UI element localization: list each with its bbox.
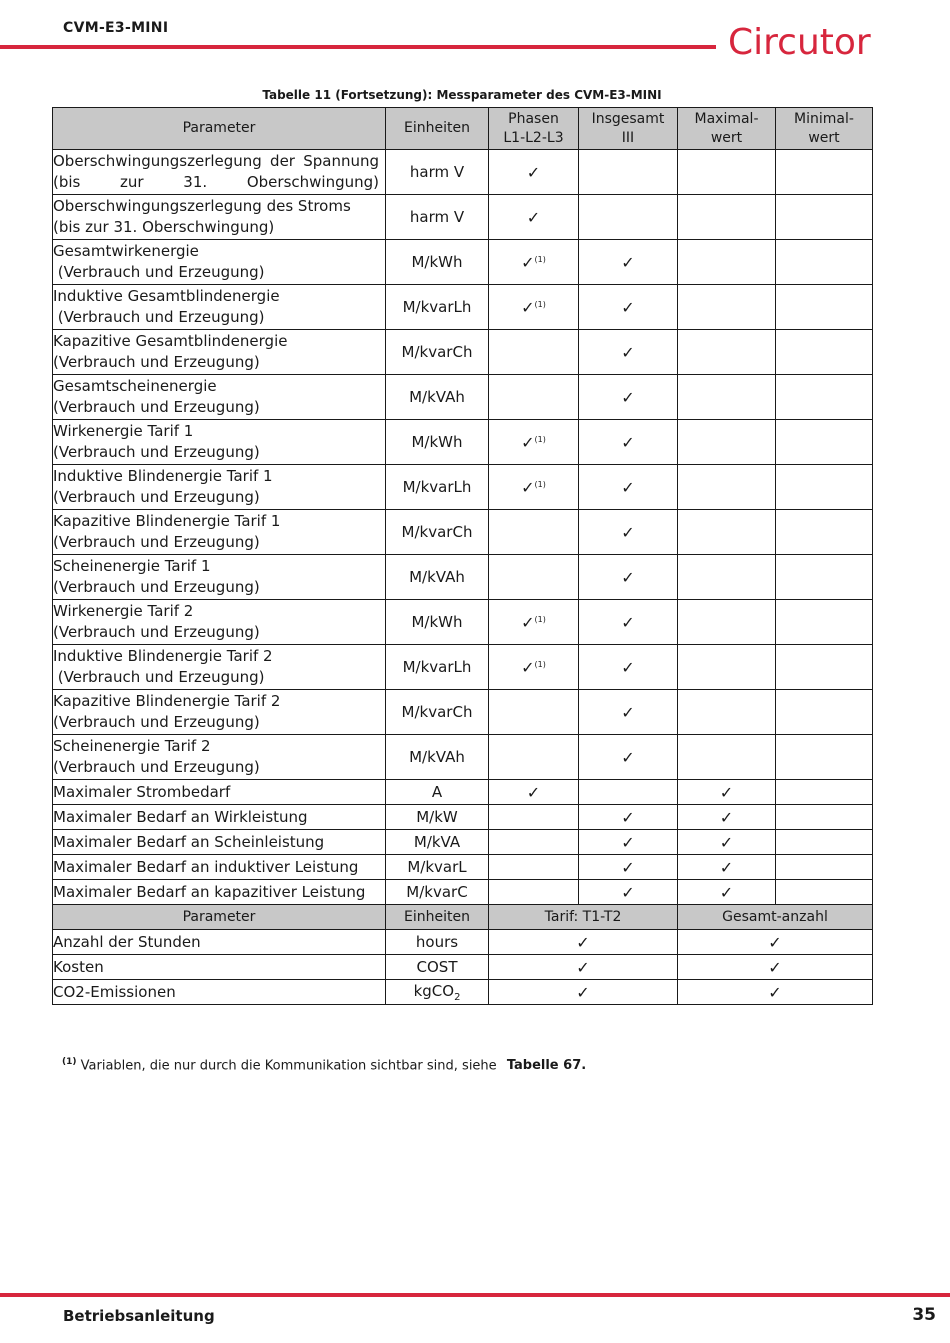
page-number: 35: [912, 1305, 936, 1325]
phases-cell: [489, 830, 579, 855]
max-cell: [678, 465, 776, 510]
check-mark-icon: ✓: [526, 207, 541, 227]
check-mark-icon: ✓: [621, 387, 635, 407]
total-cell: [579, 375, 678, 420]
max-cell: [678, 600, 776, 645]
parameter-name: Induktive Blindenergie Tarif 2: [53, 647, 273, 665]
parameter-cell: [53, 780, 386, 805]
col-phases: Phasen L1-L2-L3: [489, 108, 579, 150]
footnote-ref: (1): [534, 434, 546, 444]
phases-cell: [489, 465, 579, 510]
parameter-name: Scheinenergie Tarif 1: [53, 557, 211, 575]
check-mark-icon: ✓: [526, 162, 541, 182]
table-row: [53, 510, 873, 555]
unit-cell: M/kvarCh: [386, 690, 489, 735]
check-mark-icon: ✓: [621, 477, 635, 497]
parameter-cell: [53, 645, 386, 690]
total-cell: [579, 735, 678, 780]
table-row: [53, 555, 873, 600]
check-mark-icon: ✓: [621, 807, 635, 827]
unit-text: COST: [416, 958, 458, 976]
parameter-cell: [53, 195, 386, 240]
parameter-detail: (Verbrauch und Erzeugung): [53, 758, 260, 776]
total-cell: [579, 555, 678, 600]
check-mark-icon: ✓: [621, 857, 635, 877]
parameter-name: Gesamtscheinenergie: [53, 377, 217, 395]
phases-cell: [489, 780, 579, 805]
unit-cell: M/kvarCh: [386, 510, 489, 555]
check-mark-icon: ✓: [526, 782, 541, 802]
total-cell: [579, 150, 678, 195]
check-mark-icon: ✓: [768, 982, 782, 1002]
footnote-ref: (1): [534, 659, 546, 669]
phases-cell: [489, 510, 579, 555]
header-rule: [0, 45, 716, 49]
total-cell: [579, 855, 678, 880]
check-mark-icon: ✓: [521, 612, 535, 632]
table-row: [53, 955, 873, 980]
unit-cell: [386, 930, 489, 955]
total-cell: [579, 510, 678, 555]
unit-cell: M/kvarC: [386, 880, 489, 905]
count-cell: [678, 955, 873, 980]
footnote-reference: Tabelle 67.: [506, 1058, 587, 1074]
parameter-detail: (Verbrauch und Erzeugung): [53, 353, 260, 371]
check-mark-icon: ✓: [521, 252, 535, 272]
check-mark-icon: ✓: [521, 477, 535, 497]
total-cell: [579, 600, 678, 645]
table-row: [53, 465, 873, 510]
unit-subscript: 2: [454, 991, 461, 1003]
parameter-cell: [53, 240, 386, 285]
unit-cell: M/kVAh: [386, 735, 489, 780]
parameter-cell: [53, 855, 386, 880]
parameter-cell: [53, 880, 386, 905]
unit-cell: M/kVA: [386, 830, 489, 855]
max-cell: [678, 375, 776, 420]
unit-cell: M/kWh: [386, 600, 489, 645]
check-mark-icon: ✓: [621, 657, 635, 677]
phases-cell: [489, 285, 579, 330]
unit-cell: [386, 980, 489, 1005]
parameter-cell: [53, 690, 386, 735]
unit-cell: M/kvarLh: [386, 465, 489, 510]
check-mark-icon: ✓: [768, 932, 782, 952]
total-cell: [579, 690, 678, 735]
total-cell: [579, 420, 678, 465]
col2-count: Gesamt-anzahl: [678, 905, 873, 930]
check-mark-icon: ✓: [719, 782, 734, 802]
parameter-detail: (Verbrauch und Erzeugung): [53, 488, 260, 506]
total-cell: [579, 880, 678, 905]
check-mark-icon: ✓: [576, 982, 590, 1002]
table-row: [53, 285, 873, 330]
check-mark-icon: ✓: [621, 612, 635, 632]
parameter-name: Maximaler Bedarf an Wirkleistung: [53, 807, 308, 826]
table-row: [53, 150, 873, 195]
col-units: Einheiten: [386, 108, 489, 150]
phases-cell: [489, 690, 579, 735]
parameter-cell: Anzahl der Stunden: [53, 930, 386, 955]
min-cell: [776, 150, 873, 195]
footnote-ref: (1): [534, 299, 546, 309]
parameter-name: Maximaler Bedarf an induktiver Leistung: [53, 857, 359, 876]
phases-cell: [489, 880, 579, 905]
table-row: [53, 880, 873, 905]
footnote-ref: (1): [534, 614, 546, 624]
max-cell: [678, 830, 776, 855]
min-cell: [776, 600, 873, 645]
total-cell: [579, 805, 678, 830]
document-title: CVM-E3-MINI: [63, 20, 169, 36]
phases-cell: [489, 600, 579, 645]
table-row: [53, 375, 873, 420]
parameter-cell: [53, 555, 386, 600]
parameter-cell: [53, 420, 386, 465]
phases-cell: [489, 555, 579, 600]
unit-cell: harm V: [386, 195, 489, 240]
parameter-detail: (bis zur 31. Oberschwingung): [53, 173, 379, 191]
table-row: [53, 980, 873, 1005]
check-mark-icon: ✓: [719, 882, 734, 902]
table-row: [53, 330, 873, 375]
min-cell: [776, 855, 873, 880]
parameter-cell: [53, 465, 386, 510]
parameter-detail: (Verbrauch und Erzeugung): [53, 308, 265, 326]
check-mark-icon: ✓: [719, 807, 734, 827]
check-mark-icon: ✓: [621, 342, 635, 362]
table-row: [53, 645, 873, 690]
parameter-detail: (Verbrauch und Erzeugung): [53, 668, 265, 686]
parameter-name: Gesamtwirkenergie: [53, 242, 199, 260]
check-mark-icon: ✓: [621, 297, 635, 317]
max-cell: [678, 735, 776, 780]
max-cell: [678, 780, 776, 805]
max-cell: [678, 805, 776, 830]
table-row: [53, 195, 873, 240]
min-cell: [776, 690, 873, 735]
col-parameter: Parameter: [53, 108, 386, 150]
circutor-logo: [728, 20, 880, 62]
min-cell: [776, 510, 873, 555]
total-cell: [579, 645, 678, 690]
phases-cell: [489, 330, 579, 375]
table-header-row-2: [53, 905, 873, 930]
tariff-cell: [489, 980, 678, 1005]
check-mark-icon: ✓: [621, 567, 635, 587]
col2-tariff: Tarif: T1-T2: [489, 905, 678, 930]
min-cell: [776, 880, 873, 905]
parameter-cell: [53, 150, 386, 195]
unit-cell: M/kvarCh: [386, 330, 489, 375]
parameter-name: Induktive Gesamtblindenergie: [53, 287, 280, 305]
check-mark-icon: ✓: [621, 832, 635, 852]
svg-text:Circutor: Circutor: [728, 22, 871, 62]
unit-cell: A: [386, 780, 489, 805]
table-row: [53, 780, 873, 805]
parameter-name: Maximaler Strombedarf: [53, 782, 231, 801]
parameter-detail: (Verbrauch und Erzeugung): [53, 443, 260, 461]
max-cell: [678, 645, 776, 690]
total-cell: [579, 780, 678, 805]
max-cell: [678, 555, 776, 600]
unit-cell: M/kVAh: [386, 555, 489, 600]
total-cell: [579, 465, 678, 510]
footnote-ref: (1): [534, 254, 546, 264]
parameter-cell: Kosten: [53, 955, 386, 980]
check-mark-icon: ✓: [521, 297, 535, 317]
max-cell: [678, 690, 776, 735]
parameter-detail: (Verbrauch und Erzeugung): [53, 398, 260, 416]
phases-cell: [489, 645, 579, 690]
max-cell: [678, 880, 776, 905]
check-mark-icon: ✓: [621, 252, 635, 272]
parameter-name: Wirkenergie Tarif 2: [53, 602, 194, 620]
parameter-detail: (bis zur 31. Oberschwingung): [53, 218, 275, 236]
table-row: [53, 735, 873, 780]
max-cell: [678, 855, 776, 880]
total-cell: [579, 830, 678, 855]
min-cell: [776, 420, 873, 465]
footnote-text: Variablen, die nur durch die Kommunikation sichtbar sind, siehe: [80, 1058, 497, 1074]
check-mark-icon: ✓: [621, 882, 635, 902]
table-caption: Tabelle 11 (Fortsetzung): Messparameter des CVM-E3-MINI: [262, 88, 662, 102]
parameter-cell: CO2-Emissionen: [53, 980, 386, 1005]
unit-cell: M/kWh: [386, 240, 489, 285]
min-cell: [776, 330, 873, 375]
parameter-detail: (Verbrauch und Erzeugung): [53, 533, 260, 551]
parameter-name: Oberschwingungszerlegung der Spannung: [53, 152, 379, 170]
tariff-cell: [489, 955, 678, 980]
total-cell: [579, 195, 678, 240]
check-mark-icon: ✓: [621, 702, 635, 722]
total-cell: [579, 240, 678, 285]
table-row: [53, 855, 873, 880]
col2-parameter: Parameter: [53, 905, 386, 930]
total-cell: [579, 330, 678, 375]
min-cell: [776, 555, 873, 600]
phases-cell: [489, 240, 579, 285]
max-cell: [678, 240, 776, 285]
unit-cell: M/kvarLh: [386, 285, 489, 330]
min-cell: [776, 465, 873, 510]
col-total: Insgesamt III: [579, 108, 678, 150]
unit-cell: M/kVAh: [386, 375, 489, 420]
max-cell: [678, 195, 776, 240]
col2-units: Einheiten: [386, 905, 489, 930]
check-mark-icon: ✓: [719, 832, 734, 852]
check-mark-icon: ✓: [621, 522, 635, 542]
unit-text: hours: [415, 933, 459, 951]
parameter-name: Wirkenergie Tarif 1: [53, 422, 194, 440]
parameter-name: Induktive Blindenergie Tarif 1: [53, 467, 273, 485]
table-row: [53, 830, 873, 855]
footer-title: Betriebsanleitung: [63, 1307, 215, 1325]
footer-rule: [0, 1293, 950, 1297]
min-cell: [776, 830, 873, 855]
check-mark-icon: ✓: [521, 657, 535, 677]
check-mark-icon: ✓: [719, 857, 734, 877]
phases-cell: [489, 855, 579, 880]
check-mark-icon: ✓: [576, 957, 590, 977]
unit-text: kgCO: [413, 981, 455, 1000]
parameter-detail: (Verbrauch und Erzeugung): [53, 623, 260, 641]
check-mark-icon: ✓: [621, 747, 635, 767]
min-cell: [776, 735, 873, 780]
total-cell: [579, 285, 678, 330]
parameter-name: Oberschwingungszerlegung des Stroms: [53, 197, 351, 215]
parameter-cell: [53, 735, 386, 780]
max-cell: [678, 285, 776, 330]
check-mark-icon: ✓: [621, 432, 635, 452]
max-cell: [678, 150, 776, 195]
col-min: Minimal- wert: [776, 108, 873, 150]
footnote: $^{(1)}$ Variablen, die nur durch die Kommunikation sichtbar sind, siehe Tabelle 67.: [62, 1057, 587, 1074]
unit-cell: harm V: [386, 150, 489, 195]
min-cell: [776, 645, 873, 690]
unit-cell: M/kvarL: [386, 855, 489, 880]
parameter-name: Kapazitive Blindenergie Tarif 1: [53, 512, 281, 530]
parameter-name: Maximaler Bedarf an Scheinleistung: [53, 832, 325, 851]
max-cell: [678, 420, 776, 465]
measurement-parameters-table: [52, 107, 873, 1005]
unit-cell: M/kvarLh: [386, 645, 489, 690]
unit-cell: M/kW: [386, 805, 489, 830]
parameter-name: Scheinenergie Tarif 2: [53, 737, 211, 755]
unit-cell: [386, 955, 489, 980]
tariff-cell: [489, 930, 678, 955]
table-row: [53, 600, 873, 645]
phases-cell: [489, 420, 579, 465]
phases-cell: [489, 735, 579, 780]
check-mark-icon: ✓: [576, 932, 590, 952]
min-cell: [776, 240, 873, 285]
footnote-ref: (1): [534, 479, 546, 489]
min-cell: [776, 805, 873, 830]
table-row: [53, 805, 873, 830]
parameter-name: Kapazitive Blindenergie Tarif 2: [53, 692, 281, 710]
parameter-cell: [53, 600, 386, 645]
max-cell: [678, 510, 776, 555]
parameter-name: Kapazitive Gesamtblindenergie: [53, 332, 288, 350]
count-cell: [678, 980, 873, 1005]
phases-cell: [489, 150, 579, 195]
parameter-detail: (Verbrauch und Erzeugung): [53, 263, 265, 281]
parameter-cell: [53, 830, 386, 855]
parameter-detail: (Verbrauch und Erzeugung): [53, 578, 260, 596]
table-row: [53, 240, 873, 285]
phases-cell: [489, 805, 579, 830]
phases-cell: [489, 195, 579, 240]
min-cell: [776, 285, 873, 330]
unit-cell: M/kWh: [386, 420, 489, 465]
parameter-cell: [53, 375, 386, 420]
count-cell: [678, 930, 873, 955]
table-header-row: [53, 108, 873, 150]
col-max: Maximal- wert: [678, 108, 776, 150]
phases-cell: [489, 375, 579, 420]
min-cell: [776, 195, 873, 240]
parameter-name: Maximaler Bedarf an kapazitiver Leistung: [53, 882, 366, 901]
table-row: [53, 930, 873, 955]
min-cell: [776, 375, 873, 420]
table-row: [53, 690, 873, 735]
table-row: [53, 420, 873, 465]
parameter-cell: [53, 805, 386, 830]
parameter-cell: [53, 330, 386, 375]
parameter-detail: (Verbrauch und Erzeugung): [53, 713, 260, 731]
parameter-cell: [53, 285, 386, 330]
parameter-cell: [53, 510, 386, 555]
check-mark-icon: ✓: [768, 957, 782, 977]
check-mark-icon: ✓: [521, 432, 535, 452]
min-cell: [776, 780, 873, 805]
max-cell: [678, 330, 776, 375]
